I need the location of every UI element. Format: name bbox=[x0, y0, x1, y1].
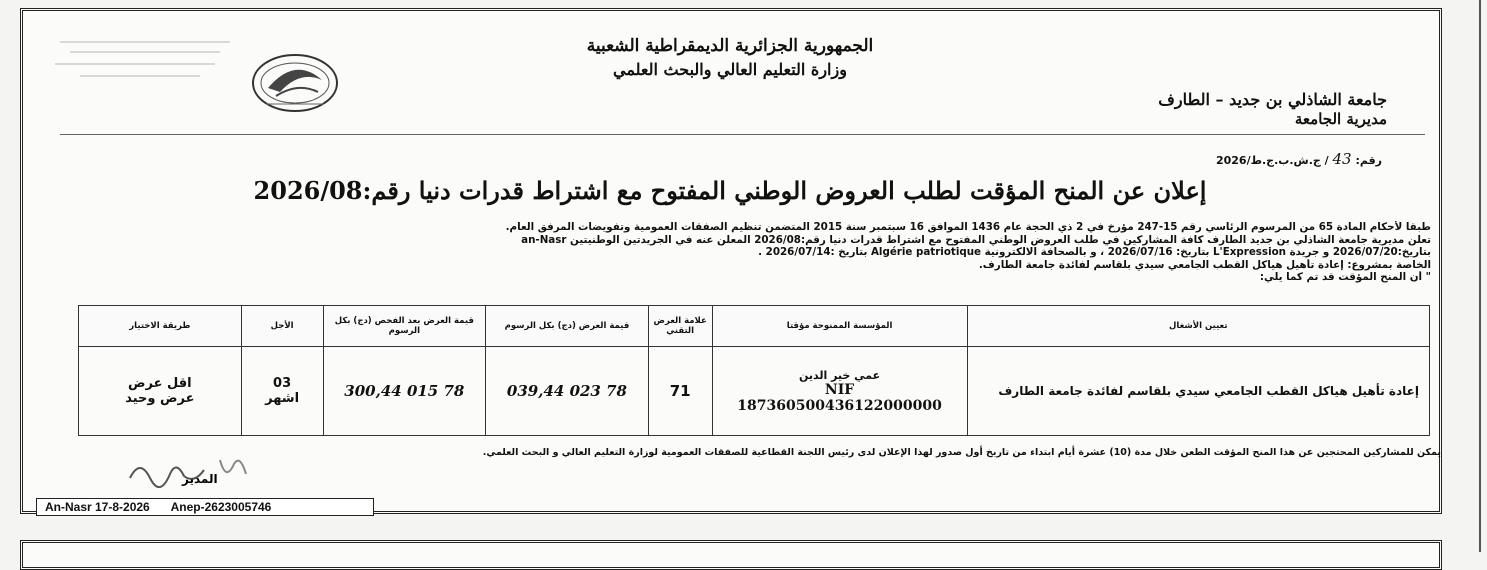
table-row bbox=[79, 347, 1430, 436]
reference-code: / ج.ش.ب.ج.ط/2026 bbox=[1215, 154, 1329, 167]
cell-duration bbox=[241, 347, 323, 436]
reference-handwritten: 43 bbox=[1332, 150, 1352, 168]
mode-line2: عرض وحيد bbox=[125, 391, 195, 406]
reference-prefix: رقم: bbox=[1355, 154, 1382, 167]
body-line: بتاريخ:2026/07/20 و جريدة L'Expression بتاريخ: 2026/07/16 ، و بالصحافة الالكترونية Algérie patriotique بتاريخ :2026/07/14 . bbox=[758, 246, 1431, 258]
header-works: تعيين الأشغال bbox=[967, 306, 1429, 347]
signature-title: المدير bbox=[182, 472, 218, 486]
director-signature bbox=[120, 452, 280, 488]
stamp-paper: An-Nasr 17-8-2026 bbox=[45, 500, 150, 514]
entity-name: عمي خير الدين bbox=[798, 368, 881, 382]
announcement-title: إعلان عن المنح المؤقت لطلب العروض الوطني المفتوح مع اشتراط قدرات دنيا رقم:2026/08 bbox=[253, 176, 1207, 205]
ministry-header: وزارة التعليم العالي والبحث العلمي bbox=[613, 60, 847, 79]
header-duration: الأجل bbox=[241, 306, 323, 347]
header-bid-value: قيمة العرض (دج) بكل الرسوم bbox=[486, 306, 649, 347]
duration-value: 03 bbox=[273, 376, 292, 391]
body-line: الخاصة بمشروع: إعادة تأهيل هياكل القطب الجامعي سيدي بلقاسم لفائدة جامعة الطارف. bbox=[978, 258, 1431, 271]
republic-header: الجمهورية الجزائرية الديمقراطية الشعبية bbox=[586, 36, 874, 56]
cell-score: 71 bbox=[648, 347, 712, 436]
header-divider bbox=[60, 134, 1425, 135]
table-header-row bbox=[79, 306, 1430, 347]
cell-entity bbox=[712, 347, 967, 436]
appeal-notice: يمكن للمشاركين المحتجين عن هذا المنح المؤقت الطعن خلال مدة (10) عشرة أيام ابتداء من تاريخ أول صدور لهذا الإعلان لدى رئيس اللجنة القطاعية للصفقات العمومية لوزارة التعليم العالي و البحث العلمي. bbox=[482, 447, 1441, 458]
body-line: تعلن مديرية جامعة الشاذلي بن جديد الطارف كافة المشاركين في طلب العروض الوطني المفتوح مع اشتراط قدرات دنيا رقم:2026/08 المعلن عنه في الجريدتين الوطنيتين an-Nasr bbox=[521, 233, 1431, 246]
header-score: علامة العرض التقني bbox=[648, 306, 712, 347]
header-selection-mode: طريقة الاختيار bbox=[79, 306, 242, 347]
next-announcement-frame bbox=[20, 540, 1442, 570]
cell-bid-value: 78 023 039,44 bbox=[486, 347, 649, 436]
faded-stamp-text bbox=[40, 30, 250, 90]
stamp-anep: Anep-2623005746 bbox=[170, 500, 272, 514]
duration-unit: اشهر bbox=[265, 391, 300, 406]
announcement-body bbox=[36, 221, 1431, 284]
entity-nif-label: NIF bbox=[824, 381, 855, 398]
publication-stamp bbox=[36, 498, 374, 516]
cell-after-exam-value: 78 015 300,44 bbox=[323, 347, 486, 436]
reference-number bbox=[1216, 150, 1382, 168]
mode-line1: اقل عرض bbox=[128, 376, 192, 391]
directorate-name: مديرية الجامعة bbox=[1294, 110, 1387, 128]
header-entity: المؤسسة الممنوحة مؤقتا bbox=[712, 306, 967, 347]
cell-works: إعادة تأهيل هياكل القطب الجامعي سيدي بلقاسم لفائدة جامعة الطارف bbox=[967, 347, 1429, 436]
university-logo bbox=[250, 52, 340, 114]
body-line: طبقا لأحكام المادة 65 من المرسوم الرئاسي رقم 15-247 مؤرخ في 2 ذي الحجة عام 1436 الموافق 16 سبتمبر سنة 2015 المتضمن تنظيم الصفقات العمومية وتفويضات المرفق العام. bbox=[505, 221, 1431, 233]
body-line: " أن المنح المؤقت قد تم كما يلي: bbox=[1259, 271, 1431, 283]
header-after-exam-value: قيمة العرض بعد الفحص (دج) بكل الرسوم bbox=[323, 306, 486, 347]
cell-selection-mode bbox=[79, 347, 242, 436]
university-name: جامعة الشاذلي بن جديد – الطارف bbox=[1158, 90, 1387, 109]
page-edge-line bbox=[1479, 0, 1481, 552]
award-table bbox=[78, 305, 1430, 436]
entity-nif: 187360500436122000000 bbox=[737, 397, 942, 414]
